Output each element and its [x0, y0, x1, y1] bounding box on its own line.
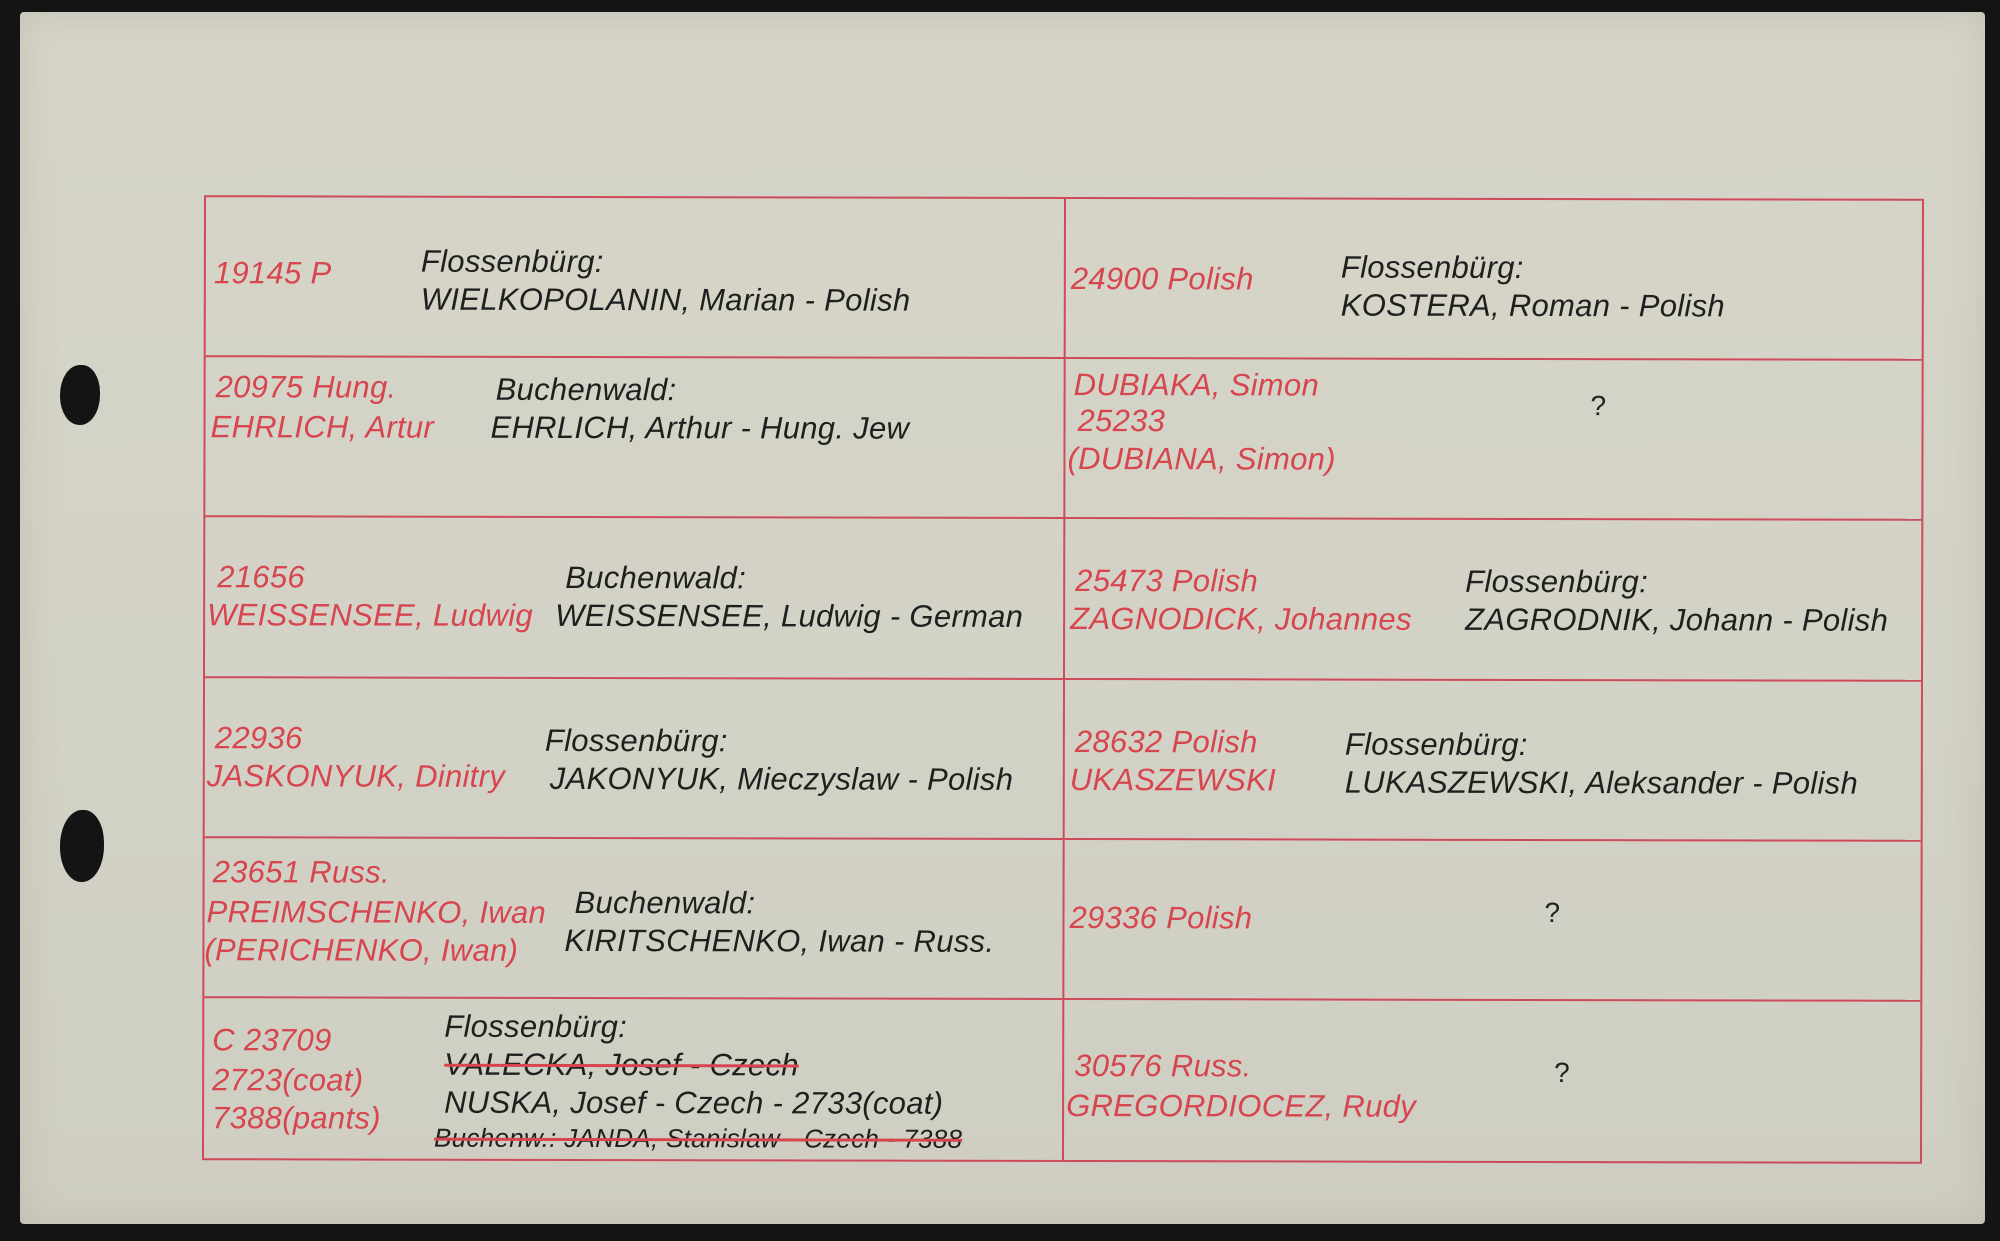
record-cell-19145: [206, 197, 1066, 359]
prisoner-number: 25473 Polish: [1075, 563, 1259, 599]
pants-number: 7388(pants): [212, 1100, 381, 1136]
punch-hole-bottom: [60, 810, 104, 882]
prisoner-name: UKASZEWSKI: [1069, 761, 1277, 797]
prisoner-alias: (DUBIANA, Simon): [1067, 441, 1336, 477]
prisoner-number: 29336 Polish: [1069, 899, 1253, 936]
prisoner-number: 23651 Russ.: [212, 853, 390, 890]
record-cell-29336: [1064, 840, 1920, 1002]
prisoner-name: DUBIAKA, Simon: [1073, 367, 1320, 403]
prisoner-number: 28632 Polish: [1074, 723, 1258, 759]
camp-label: Flossenbürg:: [1465, 564, 1649, 600]
camp-entry: JAKONYUK, Mieczyslaw - Polish: [549, 760, 1014, 797]
camp-entry: EHRLICH, Arthur - Hung. Jew: [490, 409, 910, 446]
prisoner-name: ZAGNODICK, Johannes: [1070, 601, 1412, 638]
record-cell-22936: [205, 678, 1065, 840]
struck-entry-2: Buchenw.: JANDA, Stanislaw - Czech - 7388: [434, 1122, 963, 1154]
prisoner-name: PREIMSCHENKO, Iwan: [206, 893, 547, 930]
coat-number: 2723(coat): [212, 1062, 364, 1098]
record-cell-28632: [1065, 680, 1921, 842]
record-cell-30576: [1064, 1000, 1920, 1162]
unknown-mark: ?: [1590, 390, 1607, 422]
prisoner-number: 19145 P: [213, 255, 332, 291]
records-grid: [202, 195, 1924, 1164]
camp-label: Flossenbürg:: [420, 243, 604, 280]
prisoner-number: 30576 Russ.: [1074, 1047, 1252, 1084]
prisoner-alias: (PERICHENKO, Iwan): [204, 931, 519, 968]
prisoner-name: GREGORDIOCEZ, Rudy: [1066, 1087, 1417, 1124]
camp-label: Buchenwald:: [574, 884, 756, 921]
prisoner-number: 25233: [1077, 403, 1166, 439]
camp-label: Flossenbürg:: [544, 722, 728, 758]
record-cell-23651: [204, 838, 1064, 1000]
camp-entry: KOSTERA, Roman - Polish: [1340, 287, 1726, 324]
camp-entry: WIELKOPOLANIN, Marian - Polish: [420, 281, 911, 318]
camp-label: Flossenbürg:: [1340, 249, 1524, 285]
camp-entry: LUKASZEWSKI, Aleksander - Polish: [1344, 764, 1859, 801]
record-cell-23709: [204, 998, 1064, 1160]
prisoner-number: 24900 Polish: [1070, 261, 1254, 297]
camp-entry: KIRITSCHENKO, Iwan - Russ.: [564, 922, 995, 959]
record-cell-21656: [205, 518, 1065, 680]
prisoner-number: 20975 Hung.: [215, 369, 397, 405]
prisoner-name: EHRLICH, Artur: [210, 409, 435, 445]
unknown-mark: ?: [1554, 1056, 1571, 1088]
camp-label: Buchenwald:: [495, 371, 677, 408]
prisoner-name: JASKONYUK, Dinitry: [206, 757, 506, 794]
camp-label: Buchenwald:: [565, 560, 747, 596]
prisoner-name: WEISSENSEE, Ludwig: [207, 597, 534, 634]
camp-label: Flossenbürg:: [1344, 726, 1528, 762]
prisoner-number: 21656: [217, 559, 305, 595]
prisoner-number: C 23709: [212, 1022, 332, 1058]
struck-entry: VALECKA, Josef - Czech: [444, 1046, 799, 1083]
record-card: [20, 12, 1985, 1224]
record-cell-20975: [205, 357, 1065, 519]
unknown-mark: ?: [1544, 896, 1561, 928]
record-cell-25233: [1065, 359, 1921, 521]
record-cell-24900: [1066, 199, 1922, 361]
camp-label: Flossenbürg:: [444, 1008, 628, 1044]
prisoner-number: 22936: [214, 719, 303, 755]
record-cell-25473: [1065, 519, 1921, 681]
camp-entry: NUSKA, Josef - Czech - 2733(coat): [444, 1084, 944, 1121]
camp-entry: ZAGRODNIK, Johann - Polish: [1465, 602, 1889, 639]
camp-entry: WEISSENSEE, Ludwig - German: [555, 598, 1024, 635]
punch-hole-top: [60, 365, 100, 425]
